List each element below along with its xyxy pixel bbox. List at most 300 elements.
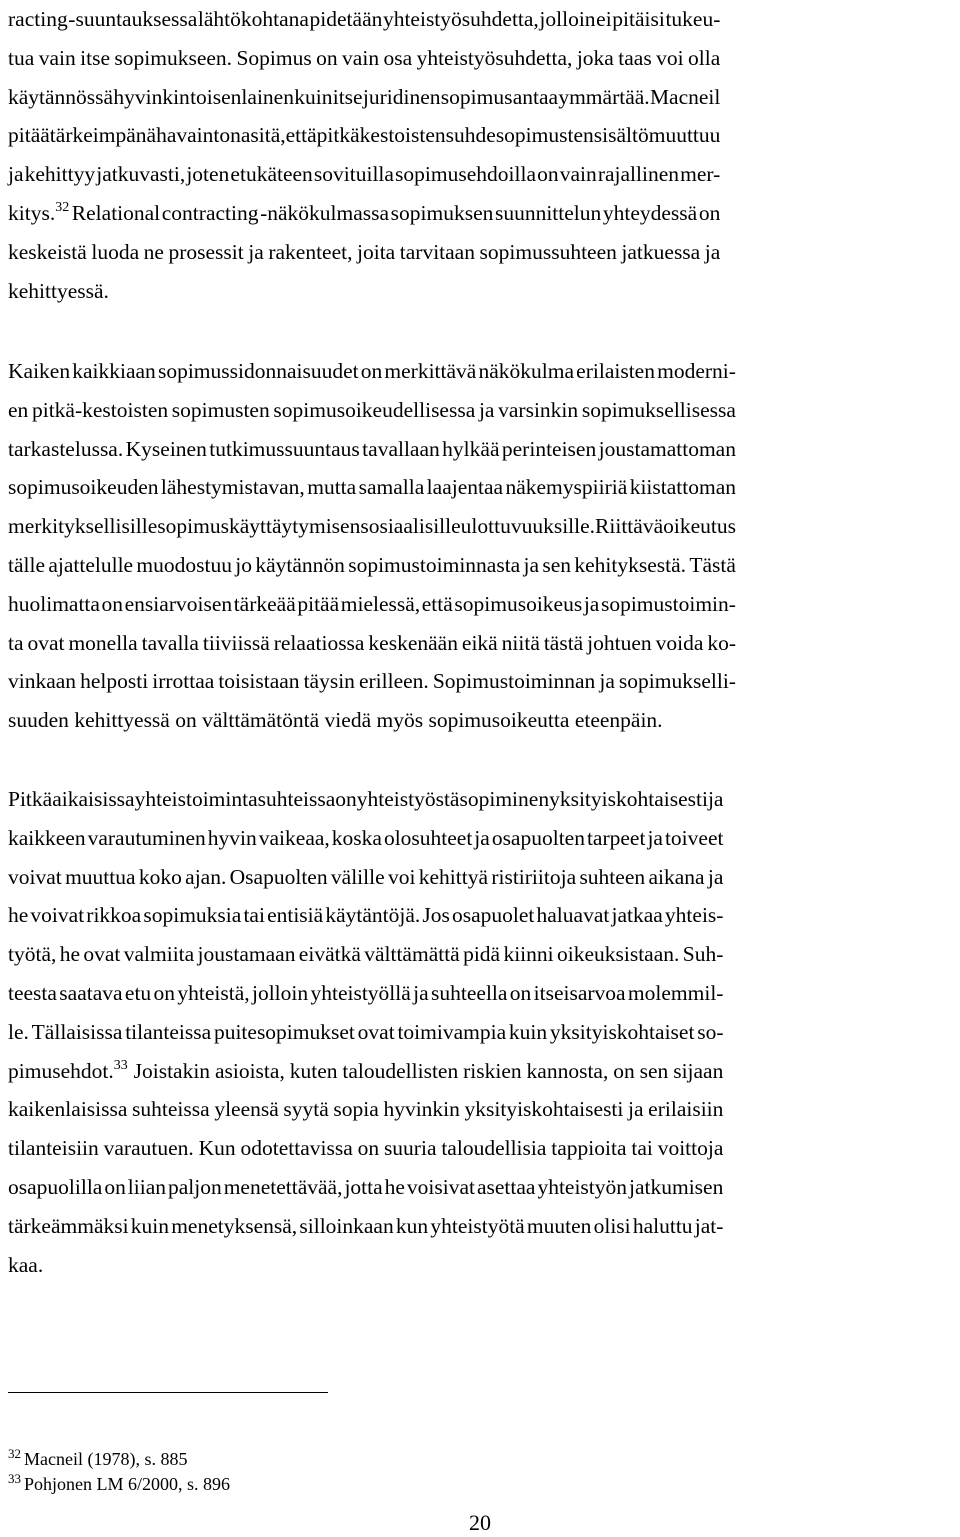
word: tärkeää <box>233 591 296 616</box>
word: juridinen <box>362 84 441 109</box>
word: on <box>698 200 721 225</box>
word: kuten <box>289 1058 338 1083</box>
word: molemmil- <box>627 980 724 1005</box>
word: kaikkiaan <box>72 359 156 383</box>
word: monella <box>68 630 138 655</box>
text-line <box>8 585 736 624</box>
word: jatkuvasti, <box>96 162 186 187</box>
word: on <box>613 1058 635 1083</box>
text-line <box>8 194 720 233</box>
word: vaikeaa, <box>258 825 330 850</box>
text-line <box>8 701 736 740</box>
word: helposti <box>80 669 149 694</box>
word: sopimusoikeutta <box>428 708 570 733</box>
word: vain <box>559 162 597 187</box>
word: aikana <box>648 864 705 889</box>
word: kiistattoman <box>629 475 736 500</box>
word: on <box>101 591 124 616</box>
text-line <box>8 1052 723 1091</box>
word: erilaisiin <box>648 1097 724 1122</box>
text-line <box>8 819 723 858</box>
word: sopia <box>333 1097 379 1122</box>
word: Kyseinen <box>125 436 207 461</box>
word: suuria <box>383 1136 437 1161</box>
word: lähestymistavan, <box>160 475 305 500</box>
word: puitesopimukset <box>213 1019 355 1044</box>
word: toiveet <box>664 825 724 850</box>
word: muuttuu <box>648 123 721 148</box>
word: pitää <box>8 123 50 148</box>
word: silloinkaan <box>299 1213 394 1238</box>
word: erilaisten <box>576 359 655 383</box>
word: merkittävä <box>384 359 477 383</box>
word: kaikenlaisissa <box>8 1097 128 1122</box>
word: oikeuksistaan. <box>556 942 680 967</box>
word: on <box>153 980 176 1005</box>
word: tarvitaan <box>399 239 475 264</box>
word: kehittyy <box>24 162 96 187</box>
word: eikä <box>461 630 498 655</box>
word: itse <box>332 84 363 109</box>
word: tarkastelussa. <box>8 436 124 461</box>
word: näkökulma <box>478 359 575 383</box>
word: suhteella <box>431 980 508 1005</box>
word: yksityiskohtaisesti <box>464 1097 624 1122</box>
word: yhteistyöstä <box>356 787 460 811</box>
word: voisivat <box>406 1174 475 1199</box>
word: syytä <box>283 1097 329 1122</box>
text-line <box>8 662 736 701</box>
text-line <box>8 624 736 663</box>
word: mielessä, <box>340 591 421 616</box>
word: he <box>59 942 81 967</box>
word: odotettavissa <box>240 1136 353 1161</box>
word: sopimusten <box>171 397 270 422</box>
word: entisiä <box>267 903 324 928</box>
word: ja <box>474 825 490 850</box>
word: olisi <box>593 1213 631 1238</box>
word: voittoja <box>657 1136 724 1161</box>
word: yhteis- <box>664 903 724 928</box>
word: on <box>335 787 357 811</box>
word: ja <box>478 397 495 422</box>
word: suhdesopimusten <box>445 123 594 148</box>
word: Sopimustoiminnan <box>432 669 596 694</box>
word: yhteistyösuhdetta, <box>382 7 539 31</box>
text-line <box>8 858 723 897</box>
word: sopimus <box>440 84 513 109</box>
word: paljon <box>167 1174 222 1199</box>
text-line <box>8 155 720 194</box>
word: merkityksellisille <box>8 514 158 539</box>
word: johtuen <box>587 630 652 655</box>
word: antaa <box>512 84 559 109</box>
word: hyvin <box>207 825 257 850</box>
word: että <box>285 123 317 148</box>
word: muuttua <box>65 864 136 889</box>
word: asioista, <box>214 1058 285 1083</box>
word: tavallaan <box>362 436 440 461</box>
text-line <box>8 507 736 546</box>
word: työtä, <box>8 942 57 967</box>
word: ulottuvuuksille. <box>460 514 596 539</box>
word: haluttu <box>632 1213 693 1238</box>
word: ei <box>596 7 612 31</box>
word: kannosta, <box>526 1058 609 1083</box>
word: ja <box>413 980 429 1005</box>
word: lähtökohtana <box>197 7 309 31</box>
word: sopimuksia <box>143 903 242 928</box>
word: osapuolten <box>491 825 585 850</box>
word: pitkäkestoisten <box>316 123 446 148</box>
word: on <box>357 1136 380 1161</box>
word: vinkaan <box>8 669 77 694</box>
word: ja <box>583 591 600 616</box>
word: samalla <box>358 475 425 500</box>
word: ja <box>707 787 724 811</box>
text-line <box>8 430 736 469</box>
word: ristiriitoja <box>491 864 577 889</box>
word: muodostuu <box>136 552 232 577</box>
word: kaikkeen <box>8 825 86 850</box>
word: voivat <box>8 864 62 889</box>
word: Sopimus <box>236 45 312 70</box>
word: sopimukselli- <box>618 669 736 694</box>
word: joustamattoman <box>598 436 736 461</box>
footnote-number: 32 <box>8 1446 21 1461</box>
word: tai <box>631 1136 653 1161</box>
text-line <box>8 391 736 430</box>
word: huolimatta <box>8 591 100 616</box>
word: joita <box>357 239 396 264</box>
word: ajan. <box>185 864 227 889</box>
word: hyvinkin <box>113 84 190 109</box>
word: ta <box>8 630 24 655</box>
word: välttämätöntä <box>202 708 320 733</box>
word: sopimusoikeuden <box>8 475 159 500</box>
word: toisenlainen <box>190 84 294 109</box>
word: voi <box>387 864 416 889</box>
word: vain <box>38 45 76 70</box>
word: tärkeämmäksi <box>8 1213 129 1238</box>
word: viedä <box>324 708 372 733</box>
word: asettaa <box>476 1174 536 1199</box>
word: -suuntauksessa <box>68 7 198 31</box>
word: hyvinkin <box>383 1097 460 1122</box>
word: pimusehdot.$^{33}$ <box>8 1057 128 1083</box>
word: mutta <box>307 475 357 500</box>
text-line <box>8 0 720 39</box>
word: Riittävä <box>595 514 664 539</box>
word: tarpeet <box>586 825 646 850</box>
text-line <box>8 896 723 935</box>
text-line <box>8 935 723 974</box>
word: on <box>316 45 338 70</box>
word: hylkää <box>442 436 500 461</box>
word: toisistaan <box>218 669 300 694</box>
word: irrottaa <box>152 669 215 694</box>
word: moderni- <box>657 359 736 383</box>
word: toimivampia <box>397 1019 507 1044</box>
word: tilanteisiin <box>8 1136 99 1161</box>
word: jatkaa <box>611 903 663 928</box>
word: taloudellisia <box>441 1136 547 1161</box>
word: yksityiskohtaiset <box>549 1019 695 1044</box>
word: pitkä-kestoisten <box>31 397 169 422</box>
paragraph-2 <box>8 352 736 740</box>
word: pidetään <box>309 7 383 31</box>
word: yhteydessä <box>602 200 698 225</box>
word: suuden <box>8 708 69 733</box>
text-line <box>8 1207 723 1246</box>
paragraph-3 <box>8 780 723 1284</box>
word: sopimuksen <box>390 200 494 225</box>
footnote-33 <box>8 1472 230 1497</box>
word: varsinkin <box>498 397 579 422</box>
word: tärkeimpänä <box>49 123 157 148</box>
text-line <box>8 1013 723 1052</box>
word: pitää <box>297 591 340 616</box>
word: liian <box>127 1174 167 1199</box>
word: oikeutus <box>663 514 736 539</box>
word: Jos <box>422 903 450 928</box>
word: ovat <box>27 630 65 655</box>
text-line <box>8 1129 723 1168</box>
word: olosuhteet <box>383 825 473 850</box>
footnote-reference: 33 <box>113 1057 128 1073</box>
word: kun <box>395 1213 429 1238</box>
word: menetyksensä, <box>171 1213 298 1238</box>
word: kehityksestä. <box>574 552 687 577</box>
word: rikkoa <box>86 903 142 928</box>
word: ajattelulle <box>48 552 134 577</box>
word: kaa. <box>8 1252 44 1277</box>
word: yhteistyön <box>537 1174 628 1199</box>
word: Suh- <box>682 942 724 967</box>
word: ymmärtää. <box>558 84 650 109</box>
word: sopimusehdoilla <box>395 162 536 187</box>
footnote-text: Macneil (1978), s. 885 <box>24 1449 188 1469</box>
word: ja <box>599 669 615 694</box>
word: le. <box>8 1019 29 1044</box>
text-line <box>8 233 720 272</box>
text-line <box>8 272 720 311</box>
word: sopimusoikeudellisessa <box>273 397 476 422</box>
word: sopiminen <box>459 787 550 811</box>
footnotes <box>8 1447 230 1497</box>
word: luoda <box>91 239 140 264</box>
word: sen <box>542 552 572 577</box>
word: jolloin <box>539 7 596 31</box>
footnote-number: 33 <box>8 1471 21 1486</box>
word: tilanteissa <box>125 1019 212 1044</box>
word: ja <box>647 825 663 850</box>
text-line <box>8 974 723 1013</box>
word: kehittyä <box>418 864 489 889</box>
word: ne <box>143 239 164 264</box>
word: mer- <box>680 162 721 187</box>
word: perinteisen <box>501 436 597 461</box>
word: relaatiossa <box>273 630 365 655</box>
word: eivätkä <box>298 942 361 967</box>
word: tappioita <box>551 1136 627 1161</box>
word: tälle <box>8 552 46 577</box>
word: contracting <box>161 200 259 225</box>
word: Macneil <box>649 84 721 109</box>
word: Pitkäaikaisissa <box>8 787 135 811</box>
word: sen <box>639 1058 669 1083</box>
text-line <box>8 546 736 585</box>
word: ja <box>704 239 721 264</box>
text-line <box>8 1090 723 1129</box>
word: jotta <box>344 1174 383 1199</box>
word: he <box>8 903 29 928</box>
word: ja <box>248 239 264 264</box>
word: on <box>104 1174 126 1199</box>
word: käytäntöjä. <box>325 903 421 928</box>
word: olla <box>688 45 721 70</box>
word: varautuen. <box>103 1136 194 1161</box>
word: ensiarvoisen <box>124 591 233 616</box>
word: yhteistyösuhdetta, <box>416 45 573 70</box>
word: sisältö <box>593 123 649 148</box>
word: yleensä <box>214 1097 279 1122</box>
text-line <box>8 780 723 819</box>
word: välille <box>330 864 385 889</box>
word: kitys.$^{32}$ <box>8 199 70 225</box>
word: koska <box>331 825 382 850</box>
word: ja <box>628 1097 644 1122</box>
word: Tällaisissa <box>31 1019 123 1044</box>
word: he <box>384 1174 405 1199</box>
word: riskien <box>463 1058 522 1083</box>
word: teesta <box>8 980 57 1005</box>
word: prosessit <box>168 239 244 264</box>
word: ovat <box>357 1019 395 1044</box>
word: sopimukseen. <box>114 45 233 70</box>
word: sopimusoikeus <box>454 591 583 616</box>
word: ja <box>707 864 724 889</box>
word: haluavat <box>536 903 610 928</box>
word: täysin <box>303 669 355 694</box>
word: jat- <box>694 1213 724 1238</box>
word: eteenpäin. <box>574 708 663 733</box>
word: en <box>8 397 29 422</box>
word: kiinni <box>503 942 554 967</box>
word: käytännön <box>255 552 345 577</box>
word: Kun <box>198 1136 236 1161</box>
word: sosiaalisille <box>360 514 461 539</box>
word: taas <box>618 45 652 70</box>
word: menetettävää, <box>223 1174 343 1199</box>
word: rakenteet, <box>268 239 353 264</box>
word: vain <box>342 45 380 70</box>
word: jo <box>235 552 253 577</box>
word: yhteistoimintasuhteissa <box>134 787 336 811</box>
word: varautuminen <box>87 825 206 850</box>
word: jolloin <box>251 980 309 1005</box>
word: kuin <box>294 84 333 109</box>
word: -näkökulmassa <box>260 200 390 225</box>
word: yhteistyötä <box>430 1213 525 1238</box>
word: yhteistä, <box>177 980 250 1005</box>
word: pitäisi <box>612 7 665 31</box>
text-line <box>8 468 736 507</box>
text-line <box>8 116 720 155</box>
word: havaintona <box>156 123 251 148</box>
word: itseisarvoa <box>533 980 626 1005</box>
word: saatava <box>59 980 123 1005</box>
word: Relational <box>71 200 161 225</box>
word: kehittyessä <box>74 708 170 733</box>
word: yhteistyöllä <box>310 980 411 1005</box>
word: jatkumisen <box>629 1174 724 1199</box>
word: ovat <box>83 942 121 967</box>
word: Osapuolten <box>229 864 328 889</box>
word: sopimussidonnaisuudet <box>157 359 359 383</box>
word: osapuolilla <box>8 1174 103 1199</box>
word: Tästä <box>689 552 736 577</box>
footnote-32 <box>8 1447 230 1472</box>
word: etukäteen <box>230 162 313 187</box>
word: kehittyessä. <box>8 278 109 303</box>
footnote-text: Pohjonen LM 6/2000, s. 896 <box>24 1474 231 1494</box>
word: joten <box>186 162 230 187</box>
word: käytännössä <box>8 84 114 109</box>
word: muuten <box>526 1213 592 1238</box>
word: tai <box>243 903 265 928</box>
word: tukeu- <box>665 7 721 31</box>
text-line <box>8 352 736 391</box>
word: erilleen. <box>358 669 429 694</box>
word: yksityiskohtaisesti <box>549 787 708 811</box>
footnote-separator <box>8 1392 328 1393</box>
word: sopimussuhteen <box>479 239 617 264</box>
word: sijaan <box>673 1058 724 1083</box>
text-line <box>8 1246 723 1285</box>
word: sopimustoiminnasta <box>348 552 521 577</box>
word: Kaiken <box>8 359 71 383</box>
word: myös <box>376 708 424 733</box>
word: valmiita <box>123 942 195 967</box>
word: so- <box>697 1019 724 1044</box>
word: jatkuessa <box>621 239 701 264</box>
word: voi <box>656 45 684 70</box>
text-line <box>8 1168 723 1207</box>
word: on <box>175 708 197 733</box>
word: voivat <box>30 903 85 928</box>
text-line <box>8 78 720 117</box>
word: sitä, <box>250 123 286 148</box>
word: että <box>421 591 453 616</box>
word: keskenään <box>368 630 458 655</box>
word: sopimustoimin- <box>600 591 736 616</box>
word: joustamaan <box>197 942 296 967</box>
word: suhteen <box>579 864 646 889</box>
word: tutkimussuuntaus <box>209 436 360 461</box>
word: laajentaa <box>426 475 504 500</box>
word: etu <box>124 980 152 1005</box>
page-number: 20 <box>469 1510 491 1535</box>
word: on <box>537 162 559 187</box>
word: keskeistä <box>8 239 87 264</box>
word: koko <box>138 864 182 889</box>
word: sovituilla <box>313 162 394 187</box>
word: itse <box>80 45 110 70</box>
word: tästä <box>543 630 584 655</box>
word: sopimuksellisessa <box>581 397 736 422</box>
word: joka <box>576 45 614 70</box>
